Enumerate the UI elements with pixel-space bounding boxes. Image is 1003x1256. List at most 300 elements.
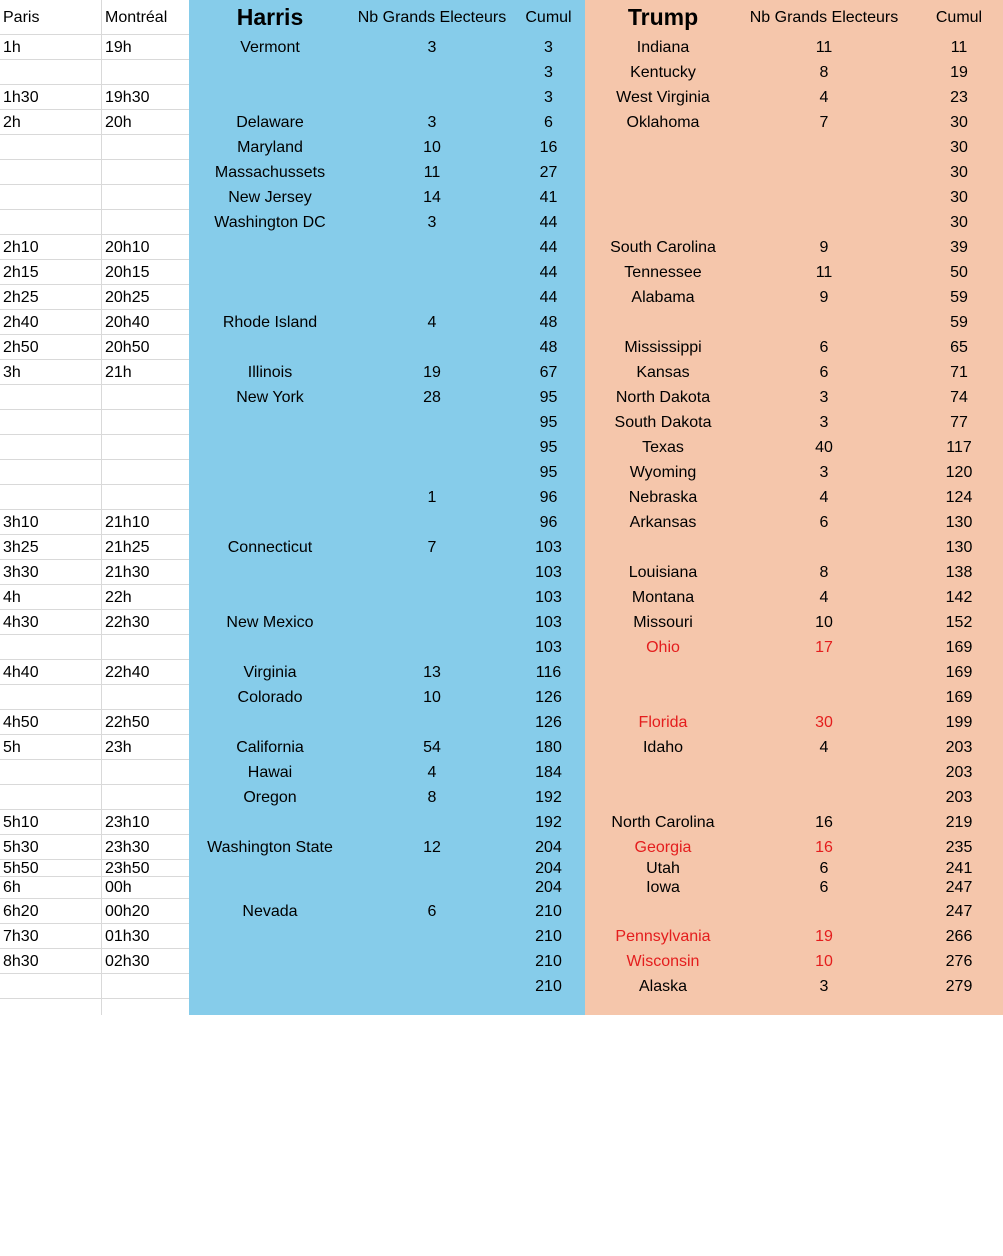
cell-harris-cumul[interactable]: 95 [539, 388, 558, 406]
cell-harris-state[interactable] [195, 85, 345, 110]
cell-trump-electors[interactable]: 8 [819, 563, 829, 581]
cell-harris-cumul[interactable]: 204 [535, 838, 562, 856]
cell-harris-state[interactable] [195, 810, 345, 835]
cell-trump-electors[interactable]: 10 [815, 952, 833, 970]
cell-harris-state[interactable]: Virginia [243, 663, 297, 681]
cell-trump-cumul[interactable]: 130 [945, 513, 973, 531]
cell-montreal-time[interactable] [105, 685, 187, 710]
cell-montreal-time[interactable]: 22h [105, 588, 132, 606]
cell-trump-cumul[interactable]: 203 [945, 763, 973, 781]
cell-harris-state[interactable] [195, 924, 345, 949]
header-paris[interactable]: Paris [3, 8, 40, 26]
cell-harris-electors[interactable] [350, 635, 514, 660]
cell-paris-time[interactable]: 5h50 [3, 859, 39, 877]
cell-trump-cumul[interactable]: 241 [945, 859, 973, 877]
cell-trump-cumul[interactable]: 199 [945, 713, 973, 731]
cell-harris-electors[interactable]: 14 [423, 188, 441, 206]
cell-harris-state[interactable] [195, 710, 345, 735]
cell-paris-time[interactable] [3, 160, 99, 185]
cell-paris-time[interactable]: 6h20 [3, 902, 39, 920]
cell-harris-cumul[interactable]: 96 [539, 488, 558, 506]
cell-trump-cumul[interactable]: 30 [950, 213, 968, 231]
cell-harris-state[interactable]: Massachussets [214, 163, 326, 181]
cell-trump-state[interactable] [588, 310, 738, 335]
cell-trump-cumul[interactable]: 124 [945, 488, 973, 506]
cell-trump-electors[interactable]: 4 [819, 88, 829, 106]
cell-montreal-time[interactable]: 21h10 [105, 513, 150, 531]
cell-paris-time[interactable]: 2h10 [3, 238, 39, 256]
cell-montreal-time[interactable]: 19h [105, 38, 132, 56]
cell-harris-electors[interactable]: 8 [427, 788, 437, 806]
cell-trump-electors[interactable]: 30 [815, 713, 833, 731]
cell-trump-cumul[interactable]: 23 [950, 88, 968, 106]
cell-trump-cumul[interactable]: 279 [945, 977, 973, 995]
cell-paris-time[interactable]: 8h30 [3, 952, 39, 970]
cell-trump-cumul[interactable]: 30 [950, 113, 968, 131]
cell-trump-cumul[interactable]: 138 [945, 563, 973, 581]
cell-harris-state[interactable]: Vermont [240, 38, 300, 56]
cell-trump-state[interactable]: Florida [638, 713, 688, 731]
cell-trump-state[interactable] [588, 760, 738, 785]
cell-trump-electors[interactable] [742, 535, 906, 560]
cell-trump-state[interactable]: Kentucky [630, 63, 696, 81]
cell-harris-state[interactable]: Delaware [236, 113, 304, 131]
cell-harris-cumul[interactable]: 16 [539, 138, 558, 156]
cell-harris-cumul[interactable]: 184 [535, 763, 562, 781]
cell-harris-cumul[interactable]: 103 [535, 563, 562, 581]
cell-harris-cumul[interactable]: 95 [539, 438, 558, 456]
cell-harris-state[interactable] [195, 635, 345, 660]
cell-paris-time[interactable] [3, 385, 99, 410]
cell-trump-state[interactable]: Wisconsin [626, 952, 700, 970]
cell-harris-state[interactable] [195, 410, 345, 435]
cell-paris-time[interactable] [3, 435, 99, 460]
cell-harris-state[interactable]: Oregon [243, 788, 297, 806]
cell-montreal-time[interactable]: 23h50 [105, 859, 150, 877]
cell-paris-time[interactable]: 4h50 [3, 713, 39, 731]
cell-montreal-time[interactable]: 00h [105, 879, 132, 896]
cell-trump-state[interactable]: Nebraska [628, 488, 698, 506]
cell-trump-state[interactable] [588, 185, 738, 210]
cell-harris-electors[interactable] [350, 285, 514, 310]
cell-trump-electors[interactable] [742, 160, 906, 185]
cell-paris-time[interactable] [3, 635, 99, 660]
header-trump[interactable]: Trump [627, 4, 699, 30]
cell-trump-state[interactable] [588, 210, 738, 235]
cell-trump-state[interactable] [588, 535, 738, 560]
cell-trump-state[interactable]: Alaska [638, 977, 688, 995]
cell-harris-electors[interactable] [350, 877, 514, 899]
cell-montreal-time[interactable] [105, 635, 187, 660]
cell-trump-cumul[interactable]: 169 [945, 663, 973, 681]
cell-harris-electors[interactable]: 4 [427, 763, 437, 781]
cell-harris-electors[interactable]: 19 [423, 363, 441, 381]
cell-montreal-time[interactable] [105, 210, 187, 235]
cell-harris-state[interactable]: Maryland [237, 138, 303, 156]
cell-harris-electors[interactable]: 3 [427, 213, 437, 231]
cell-trump-cumul[interactable]: 219 [945, 813, 973, 831]
cell-harris-electors[interactable]: 7 [427, 538, 437, 556]
cell-harris-state[interactable] [195, 60, 345, 85]
cell-trump-cumul[interactable]: 11 [950, 38, 968, 56]
cell-harris-electors[interactable]: 4 [427, 313, 437, 331]
cell-trump-state[interactable] [588, 899, 738, 924]
cell-trump-cumul[interactable]: 19 [950, 63, 968, 81]
cell-trump-state[interactable]: South Dakota [614, 413, 712, 431]
cell-harris-state[interactable]: Nevada [242, 902, 298, 920]
cell-montreal-time[interactable] [105, 435, 187, 460]
cell-harris-cumul[interactable]: 67 [539, 363, 558, 381]
cell-trump-cumul[interactable]: 169 [945, 688, 973, 706]
cell-trump-state[interactable]: Missouri [633, 613, 693, 631]
cell-trump-state[interactable]: Pennsylvania [615, 927, 711, 945]
cell-harris-state[interactable]: Illinois [247, 363, 293, 381]
cell-paris-time[interactable]: 2h40 [3, 313, 39, 331]
cell-trump-cumul[interactable]: 276 [945, 952, 973, 970]
cell-trump-state[interactable]: Ohio [646, 638, 680, 656]
cell-trump-electors[interactable] [742, 685, 906, 710]
cell-harris-electors[interactable] [350, 610, 514, 635]
cell-harris-cumul[interactable]: 3 [544, 88, 553, 106]
cell-harris-state[interactable]: New Jersey [228, 188, 312, 206]
cell-trump-cumul[interactable]: 39 [950, 238, 968, 256]
cell-trump-cumul[interactable]: 77 [950, 413, 968, 431]
cell-trump-cumul[interactable]: 247 [945, 902, 973, 920]
cell-harris-electors[interactable] [350, 460, 514, 485]
cell-montreal-time[interactable] [105, 460, 187, 485]
cell-harris-cumul[interactable]: 103 [535, 613, 562, 631]
cell-harris-state[interactable] [195, 460, 345, 485]
cell-harris-electors[interactable] [350, 260, 514, 285]
cell-harris-electors[interactable]: 13 [423, 663, 441, 681]
cell-montreal-time[interactable] [105, 410, 187, 435]
cell-trump-electors[interactable] [742, 899, 906, 924]
cell-montreal-time[interactable] [105, 385, 187, 410]
cell-trump-state[interactable]: South Carolina [610, 238, 716, 256]
cell-trump-electors[interactable] [742, 310, 906, 335]
cell-paris-time[interactable]: 1h [3, 38, 21, 56]
cell-harris-state[interactable] [195, 235, 345, 260]
cell-trump-state[interactable]: North Dakota [615, 388, 711, 406]
cell-montreal-time[interactable]: 20h40 [105, 313, 150, 331]
cell-trump-electors[interactable] [742, 210, 906, 235]
cell-harris-electors[interactable]: 28 [423, 388, 441, 406]
cell-harris-electors[interactable] [350, 810, 514, 835]
cell-trump-state[interactable]: North Carolina [611, 813, 715, 831]
cell-harris-state[interactable] [195, 260, 345, 285]
cell-trump-electors[interactable] [742, 660, 906, 685]
cell-harris-cumul[interactable]: 95 [539, 463, 558, 481]
cell-harris-state[interactable] [195, 285, 345, 310]
cell-harris-state[interactable]: Connecticut [227, 538, 313, 556]
cell-trump-electors[interactable]: 8 [819, 63, 829, 81]
cell-trump-state[interactable]: Tennessee [624, 263, 702, 281]
cell-trump-electors[interactable]: 6 [819, 859, 829, 877]
cell-trump-cumul[interactable]: 247 [945, 879, 973, 896]
cell-harris-electors[interactable] [350, 560, 514, 585]
cell-harris-electors[interactable] [350, 410, 514, 435]
cell-harris-electors[interactable] [350, 435, 514, 460]
header-harris-electors[interactable]: Nb Grands Electeurs [357, 8, 507, 26]
cell-harris-cumul[interactable]: 126 [535, 713, 562, 731]
cell-paris-time[interactable]: 5h [3, 738, 21, 756]
cell-trump-cumul[interactable]: 74 [950, 388, 968, 406]
cell-trump-electors[interactable] [742, 785, 906, 810]
cell-harris-electors[interactable] [350, 235, 514, 260]
cell-harris-state[interactable] [195, 949, 345, 974]
cell-montreal-time[interactable]: 21h [105, 363, 132, 381]
cell-harris-cumul[interactable]: 126 [535, 688, 562, 706]
cell-montreal-time[interactable]: 23h30 [105, 838, 150, 856]
cell-harris-electors[interactable]: 11 [423, 163, 441, 181]
cell-harris-cumul[interactable]: 180 [535, 738, 562, 756]
cell-paris-time[interactable] [3, 785, 99, 810]
cell-harris-cumul[interactable]: 116 [535, 663, 562, 681]
cell-paris-time[interactable] [3, 60, 99, 85]
cell-harris-electors[interactable]: 10 [423, 688, 441, 706]
cell-harris-electors[interactable]: 54 [423, 738, 441, 756]
cell-harris-electors[interactable]: 6 [427, 902, 437, 920]
cell-trump-state[interactable]: Mississippi [624, 338, 702, 356]
cell-trump-electors[interactable]: 3 [819, 388, 829, 406]
header-trump-electors[interactable]: Nb Grands Electeurs [749, 8, 899, 26]
cell-trump-electors[interactable]: 6 [819, 338, 829, 356]
cell-harris-state[interactable]: California [236, 738, 304, 756]
cell-trump-cumul[interactable]: 142 [945, 588, 973, 606]
cell-harris-cumul[interactable]: 44 [539, 263, 558, 281]
cell-trump-electors[interactable]: 3 [819, 463, 829, 481]
cell-paris-time[interactable] [3, 760, 99, 785]
cell-harris-cumul[interactable]: 3 [544, 38, 553, 56]
cell-harris-electors[interactable] [350, 510, 514, 535]
cell-harris-state[interactable]: Colorado [237, 688, 303, 706]
cell-trump-electors[interactable]: 7 [819, 113, 829, 131]
cell-harris-state[interactable] [195, 560, 345, 585]
cell-harris-state[interactable] [195, 510, 345, 535]
cell-harris-state[interactable] [195, 860, 345, 877]
cell-paris-time[interactable] [3, 185, 99, 210]
cell-paris-time[interactable]: 2h15 [3, 263, 39, 281]
cell-paris-time[interactable] [3, 685, 99, 710]
cell-montreal-time[interactable] [105, 60, 187, 85]
cell-harris-cumul[interactable]: 204 [535, 859, 562, 877]
cell-harris-state[interactable] [195, 877, 345, 899]
cell-montreal-time[interactable]: 22h50 [105, 713, 150, 731]
cell-harris-state[interactable] [195, 974, 345, 999]
cell-trump-electors[interactable]: 3 [819, 413, 829, 431]
cell-montreal-time[interactable] [105, 185, 187, 210]
cell-trump-electors[interactable]: 9 [819, 238, 829, 256]
cell-harris-cumul[interactable]: 48 [539, 338, 558, 356]
header-harris-cumul[interactable]: Cumul [525, 8, 572, 26]
cell-montreal-time[interactable] [105, 160, 187, 185]
cell-trump-state[interactable]: Louisiana [628, 563, 698, 581]
cell-trump-state[interactable] [588, 160, 738, 185]
cell-trump-state[interactable] [588, 685, 738, 710]
cell-harris-electors[interactable]: 1 [427, 488, 437, 506]
cell-trump-state[interactable]: Oklahoma [626, 113, 700, 131]
cell-harris-cumul[interactable]: 103 [535, 638, 562, 656]
cell-trump-electors[interactable]: 9 [819, 288, 829, 306]
cell-trump-electors[interactable]: 6 [819, 513, 829, 531]
cell-montreal-time[interactable]: 01h30 [105, 927, 150, 945]
cell-harris-cumul[interactable]: 103 [535, 588, 562, 606]
cell-paris-time[interactable]: 3h [3, 363, 21, 381]
cell-montreal-time[interactable] [105, 785, 187, 810]
cell-trump-state[interactable]: Texas [642, 438, 684, 456]
cell-harris-electors[interactable] [350, 974, 514, 999]
cell-harris-cumul[interactable]: 210 [535, 952, 562, 970]
cell-harris-cumul[interactable]: 41 [539, 188, 558, 206]
cell-montreal-time[interactable]: 00h20 [105, 902, 150, 920]
cell-montreal-time[interactable] [105, 485, 187, 510]
cell-harris-cumul[interactable]: 44 [539, 213, 558, 231]
cell-harris-state[interactable] [195, 485, 345, 510]
cell-paris-time[interactable]: 4h [3, 588, 21, 606]
cell-trump-electors[interactable]: 4 [819, 588, 829, 606]
cell-harris-cumul[interactable]: 210 [535, 927, 562, 945]
cell-trump-electors[interactable]: 4 [819, 488, 829, 506]
cell-paris-time[interactable]: 4h40 [3, 663, 39, 681]
cell-harris-cumul[interactable]: 48 [539, 313, 558, 331]
cell-trump-state[interactable]: Georgia [634, 838, 692, 856]
cell-trump-electors[interactable]: 10 [815, 613, 833, 631]
cell-montreal-time[interactable]: 20h15 [105, 263, 150, 281]
cell-harris-state[interactable] [195, 335, 345, 360]
cell-harris-state[interactable]: Washington DC [214, 213, 326, 231]
cell-trump-state[interactable] [588, 785, 738, 810]
cell-paris-time[interactable] [3, 485, 99, 510]
cell-trump-electors[interactable]: 16 [815, 813, 833, 831]
cell-harris-state[interactable]: New Mexico [226, 613, 314, 631]
cell-trump-cumul[interactable]: 130 [945, 538, 973, 556]
cell-harris-electors[interactable] [350, 585, 514, 610]
cell-montreal-time[interactable]: 19h30 [105, 88, 150, 106]
cell-trump-state[interactable]: Wyoming [629, 463, 697, 481]
cell-harris-electors[interactable] [350, 710, 514, 735]
cell-trump-cumul[interactable]: 30 [950, 163, 968, 181]
cell-paris-time[interactable] [3, 135, 99, 160]
cell-trump-electors[interactable]: 6 [819, 363, 829, 381]
cell-trump-state[interactable]: Kansas [636, 363, 690, 381]
cell-montreal-time[interactable] [105, 135, 187, 160]
cell-montreal-time[interactable]: 22h40 [105, 663, 150, 681]
cell-harris-electors[interactable] [350, 949, 514, 974]
cell-trump-cumul[interactable]: 235 [945, 838, 973, 856]
header-montreal[interactable]: Montréal [105, 8, 168, 26]
cell-paris-time[interactable] [3, 460, 99, 485]
cell-paris-time[interactable]: 5h10 [3, 813, 39, 831]
cell-trump-state[interactable] [588, 660, 738, 685]
cell-paris-time[interactable] [3, 974, 99, 999]
cell-harris-state[interactable]: Hawai [247, 763, 293, 781]
cell-montreal-time[interactable]: 21h30 [105, 563, 150, 581]
cell-montreal-time[interactable]: 23h [105, 738, 132, 756]
cell-trump-cumul[interactable]: 30 [950, 138, 968, 156]
cell-harris-cumul[interactable]: 6 [544, 113, 553, 131]
cell-harris-electors[interactable]: 3 [427, 38, 437, 56]
cell-montreal-time[interactable]: 20h [105, 113, 132, 131]
cell-harris-state[interactable]: Washington State [207, 838, 333, 856]
cell-paris-time[interactable]: 3h10 [3, 513, 39, 531]
cell-harris-cumul[interactable]: 210 [535, 977, 562, 995]
cell-harris-electors[interactable] [350, 924, 514, 949]
header-trump-cumul[interactable]: Cumul [935, 8, 983, 26]
cell-harris-cumul[interactable]: 210 [535, 902, 562, 920]
header-harris[interactable]: Harris [236, 4, 304, 30]
cell-trump-state[interactable]: Iowa [646, 879, 680, 896]
cell-harris-state[interactable] [195, 585, 345, 610]
cell-trump-cumul[interactable]: 65 [950, 338, 968, 356]
cell-trump-electors[interactable]: 17 [815, 638, 833, 656]
cell-trump-cumul[interactable]: 71 [950, 363, 968, 381]
cell-harris-cumul[interactable]: 192 [535, 813, 562, 831]
cell-paris-time[interactable] [3, 210, 99, 235]
cell-harris-cumul[interactable]: 3 [544, 63, 553, 81]
cell-trump-electors[interactable]: 4 [819, 738, 829, 756]
cell-paris-time[interactable]: 2h50 [3, 338, 39, 356]
cell-trump-state[interactable]: Idaho [642, 738, 684, 756]
cell-harris-electors[interactable] [350, 85, 514, 110]
cell-paris-time[interactable]: 2h [3, 113, 21, 131]
cell-harris-electors[interactable]: 12 [423, 838, 441, 856]
cell-trump-cumul[interactable]: 266 [945, 927, 973, 945]
cell-paris-time[interactable]: 5h30 [3, 838, 39, 856]
cell-trump-electors[interactable]: 11 [815, 38, 833, 56]
cell-trump-cumul[interactable]: 120 [945, 463, 973, 481]
cell-trump-electors[interactable] [742, 185, 906, 210]
cell-montreal-time[interactable] [105, 760, 187, 785]
cell-trump-electors[interactable]: 11 [815, 263, 833, 281]
cell-montreal-time[interactable]: 20h10 [105, 238, 150, 256]
cell-trump-state[interactable] [588, 135, 738, 160]
cell-trump-cumul[interactable]: 117 [946, 438, 972, 456]
cell-trump-cumul[interactable]: 59 [950, 313, 968, 331]
cell-harris-state[interactable] [195, 435, 345, 460]
cell-montreal-time[interactable]: 20h25 [105, 288, 150, 306]
cell-trump-state[interactable]: West Virginia [616, 88, 710, 106]
cell-trump-cumul[interactable]: 152 [945, 613, 973, 631]
cell-harris-state[interactable]: Rhode Island [222, 313, 318, 331]
cell-harris-cumul[interactable]: 96 [539, 513, 558, 531]
cell-harris-cumul[interactable]: 95 [539, 413, 558, 431]
cell-trump-state[interactable]: Indiana [636, 38, 690, 56]
cell-trump-state[interactable]: Arkansas [629, 513, 697, 531]
cell-harris-cumul[interactable]: 44 [539, 238, 558, 256]
cell-montreal-time[interactable]: 02h30 [105, 952, 150, 970]
cell-trump-cumul[interactable]: 30 [950, 188, 968, 206]
cell-montreal-time[interactable]: 20h50 [105, 338, 150, 356]
cell-trump-state[interactable]: Montana [631, 588, 695, 606]
cell-trump-electors[interactable]: 40 [815, 438, 833, 456]
cell-harris-electors[interactable] [350, 335, 514, 360]
cell-paris-time[interactable]: 2h25 [3, 288, 39, 306]
cell-trump-electors[interactable]: 19 [815, 927, 833, 945]
cell-trump-state[interactable]: Utah [646, 859, 680, 877]
cell-harris-electors[interactable]: 10 [423, 138, 441, 156]
cell-trump-electors[interactable]: 16 [815, 838, 833, 856]
cell-montreal-time[interactable]: 22h30 [105, 613, 150, 631]
cell-harris-state[interactable]: New York [236, 388, 304, 406]
cell-trump-electors[interactable]: 6 [819, 879, 829, 896]
cell-montreal-time[interactable]: 23h10 [105, 813, 150, 831]
cell-trump-cumul[interactable]: 59 [950, 288, 968, 306]
cell-montreal-time[interactable]: 21h25 [105, 538, 150, 556]
cell-paris-time[interactable] [3, 410, 99, 435]
cell-harris-cumul[interactable]: 27 [539, 163, 558, 181]
cell-harris-electors[interactable]: 3 [427, 113, 437, 131]
cell-harris-electors[interactable] [350, 60, 514, 85]
